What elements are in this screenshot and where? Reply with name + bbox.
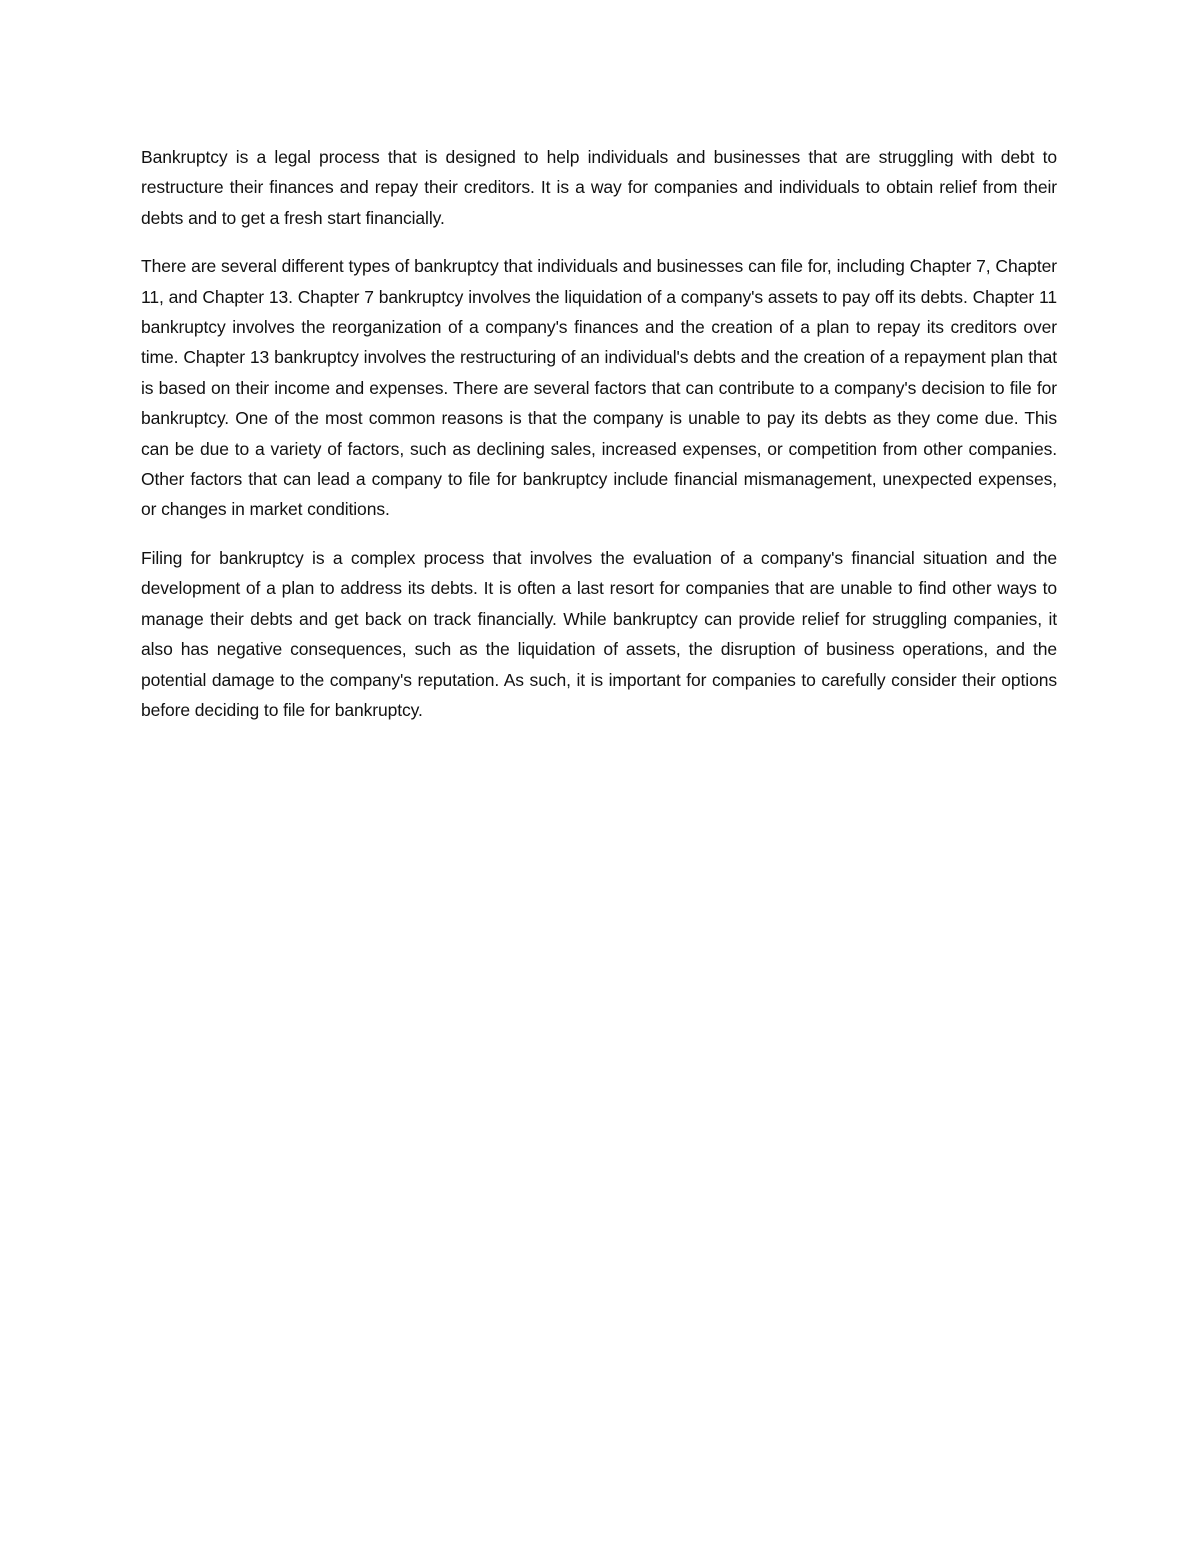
document-body <box>141 142 1057 743</box>
paragraph-types: There are several different types of bankruptcy that individuals and businesses can file for, including Chapter 7, Chapter 11, and Chapter 13. Chapter 7 bankruptcy involves the liquidation of a company's assets to pay off its debts. Chapter 11 bankruptcy involves the reorganization of a company's finances and the creation of a plan to repay its creditors over time. Chapter 13 bankruptcy involves the restructuring of an individual's debts and the creation of a repayment plan that is based on their income and expenses. There are several factors that can contribute to a company's decision to file for bankruptcy. One of the most common reasons is that the company is unable to pay its debts as they come due. This can be due to a variety of factors, such as declining sales, increased expenses, or competition from other companies. Other factors that can lead a company to file for bankruptcy include financial mismanagement, unexpected expenses, or changes in market conditions. <box>141 256 1057 520</box>
paragraph-filing: Filing for bankruptcy is a complex process that involves the evaluation of a company's financial situation and the development of a plan to address its debts. It is often a last resort for companies that are unable to find other ways to manage their debts and get back on track financially. While bankruptcy can provide relief for struggling companies, it also has negative consequences, such as the liquidation of assets, the disruption of business operations, and the potential damage to the company's reputation. As such, it is important for companies to carefully consider their options before deciding to file for bankruptcy. <box>141 547 1057 720</box>
paragraph-intro: Bankruptcy is a legal process that is designed to help individuals and businesses that are struggling with debt to restructure their finances and repay their creditors. It is a way for companies and individuals to obtain relief from their debts and to get a fresh start financially. <box>141 147 1057 228</box>
